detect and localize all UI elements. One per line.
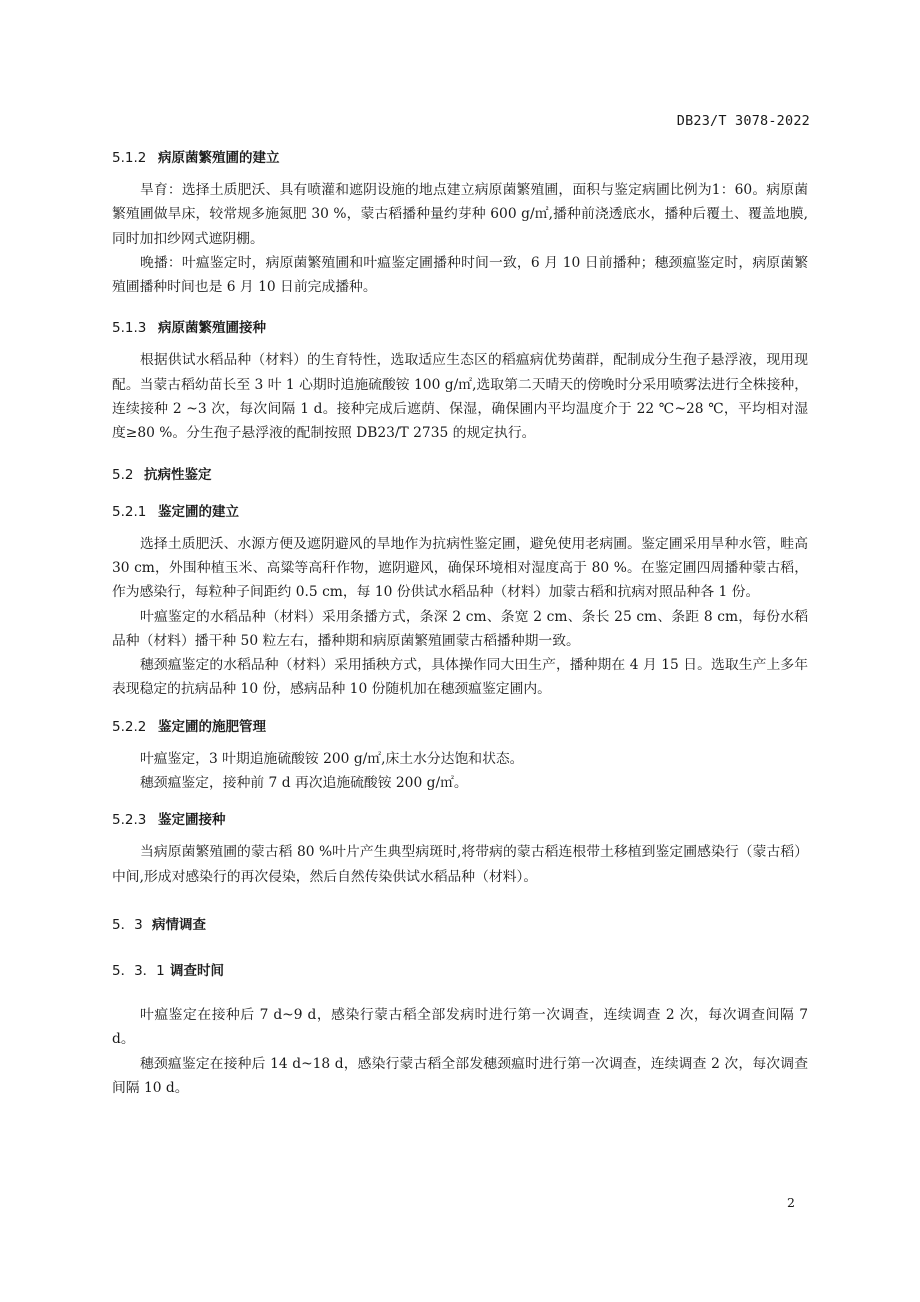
section-5-1-2: [112, 146, 808, 299]
section-title: 病原菌繁殖圃接种: [158, 320, 266, 337]
section-heading: [112, 146, 808, 166]
section-5-3-1: [112, 959, 808, 1100]
section-5-2-2: [112, 715, 808, 796]
section-number: 5．3．1: [112, 962, 165, 979]
paragraph: 旱育：选择土质肥沃、具有喷灌和遮阴设施的地点建立病原菌繁殖圃，面积与鉴定病圃比例为1：60。病原菌繁殖圃做旱床，较常规多施氮肥 30 %，蒙古稻播种量约芽种 600 g/㎡,播种前浇透底水，播种后覆土、覆盖地膜,同时加扣纱网式遮阴棚。: [112, 182, 808, 247]
paragraph: 晚播：叶瘟鉴定时，病原菌繁殖圃和叶瘟鉴定圃播种时间一致，6 月 10 日前播种；穗颈瘟鉴定时，病原菌繁殖圃播种时间也是 6 月 10 日前完成播种。: [112, 254, 808, 296]
section-title: 病情调查: [152, 916, 206, 933]
section-heading: [112, 463, 808, 483]
paragraph: 选择土质肥沃、水源方便及遮阴避风的旱地作为抗病性鉴定圃，避免使用老病圃。鉴定圃采用旱种水管，畦高 30 cm，外围种植玉米、高粱等高秆作物，遮阴避风，确保环境相对湿度高于 80 %。在鉴定圃四周播种蒙古稻，作为感染行，每粒种子间距约 0.5 cm，每 10 份供试水稻品种（材料）加蒙古稻和抗病对照品种各 1 份。: [112, 535, 808, 601]
paragraph: 穗颈瘟鉴定在接种后 14 d~18 d，感染行蒙古稻全部发穗颈瘟时进行第一次调查，连续调查 2 次，每次调查间隔 10 d。: [112, 1055, 808, 1096]
section-5-2: [112, 463, 808, 483]
section-number: 5.1.3: [112, 320, 147, 337]
section-5-1-3: [112, 316, 808, 445]
section-number: 5．3: [112, 916, 143, 933]
page-number: 2: [787, 1195, 795, 1210]
paragraph: 穗颈瘟鉴定的水稻品种（材料）采用插秧方式，具体操作同大田生产，播种期在 4 月 15 日。选取生产上多年表现稳定的抗病品种 10 份，感病品种 10 份随机加在穗颈瘟鉴定圃内。: [112, 657, 808, 698]
section-heading: [112, 913, 808, 933]
document-body: [112, 146, 808, 1100]
section-title: 鉴定圃的施肥管理: [158, 718, 266, 735]
section-title: 调查时间: [170, 962, 224, 979]
section-title: 病原菌繁殖圃的建立: [158, 150, 280, 166]
section-number: 5.1.2: [112, 150, 147, 166]
paragraph: 叶瘟鉴定，3 叶期追施硫酸铵 200 g/㎡,床土水分达饱和状态。: [140, 750, 524, 767]
paragraph: 叶瘟鉴定的水稻品种（材料）采用条播方式，条深 2 cm、条宽 2 cm、条长 25 cm、条距 8 cm，每份水稻品种（材料）播干种 50 粒左右，播种期和病原菌繁殖圃蒙古稻播种期一致。: [112, 608, 808, 649]
section-5-2-1: [112, 500, 808, 702]
section-number: 5.2.2: [112, 718, 147, 735]
section-heading: [112, 316, 808, 336]
paragraph: 叶瘟鉴定在接种后 7 d~9 d，感染行蒙古稻全部发病时进行第一次调查，连续调查 2 次，每次调查间隔 7 d。: [112, 1006, 808, 1048]
section-title: 抗病性鉴定: [144, 466, 212, 483]
section-title: 鉴定圃接种: [158, 812, 226, 829]
document-code: DB23/T 3078-2022: [676, 113, 810, 129]
section-number: 5.2.3: [112, 812, 147, 829]
section-number: 5.2.1: [112, 503, 147, 520]
section-5-3: [112, 913, 808, 933]
section-heading: [112, 500, 808, 520]
section-title: 鉴定圃的建立: [158, 503, 239, 520]
section-heading: [112, 959, 808, 979]
paragraph: 穗颈瘟鉴定，接种前 7 d 再次追施硫酸铵 200 g/㎡。: [140, 775, 468, 792]
section-5-2-3: [112, 808, 808, 889]
section-heading: [112, 715, 808, 735]
paragraph: 根据供试水稻品种（材料）的生育特性，选取适应生态区的稻瘟病优势菌群，配制成分生孢子悬浮液，现用现配。当蒙古稻幼苗长至 3 叶 1 心期时追施硫酸铵 100 g/㎡,选取第二天晴天的傍晚时分采用喷雾法进行全株接种，连续接种 2 ~3 次，每次间隔 1 d。接种完成后遮荫、保湿，确保圃内平均温度介于 22 ℃~28 ℃，平均相对湿度≥80 %。分生孢子悬浮液的配制按照 DB23/T 2735 的规定执行。: [112, 352, 808, 442]
section-number: 5.2: [112, 466, 134, 483]
section-heading: [112, 808, 808, 828]
paragraph: 当病原菌繁殖圃的蒙古稻 80 %叶片产生典型病斑时,将带病的蒙古稻连根带土移植到鉴定圃感染行（蒙古稻）中间,形成对感染行的再次侵染，然后自然传染供试水稻品种（材料）。: [112, 844, 808, 885]
